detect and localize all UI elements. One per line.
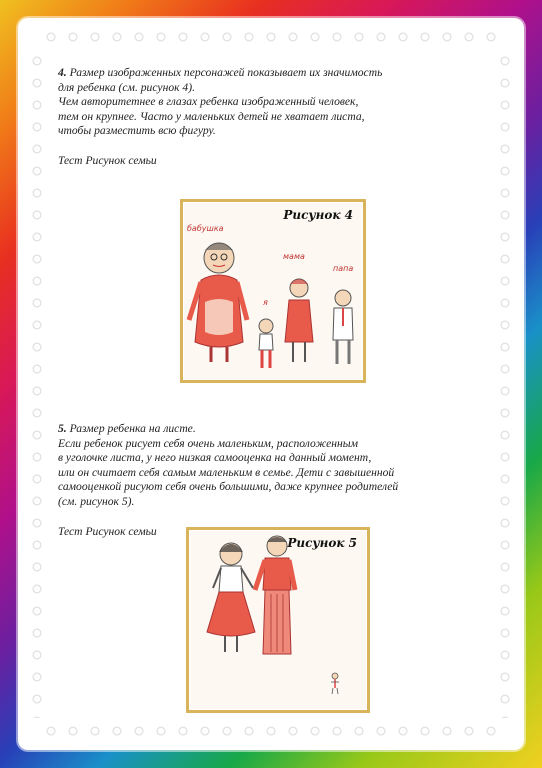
figure-4-drawing xyxy=(180,199,366,383)
section-4-caption: Тест Рисунок семьи xyxy=(58,153,157,167)
figure-4-title: Рисунок 4 xyxy=(283,208,353,222)
section-4-line-3: Чем авторитетнее в глазах ребенка изображенный человек, xyxy=(58,95,359,109)
section-5-line-4: или он считает себя самым маленьким в семье. Дети с завышенной xyxy=(58,465,395,479)
section-4-number: 4. xyxy=(58,66,67,79)
section-4-line-1-text: Размер изображенных персонажей показывает их значимость xyxy=(69,66,383,79)
section-4-line-4: тем он крупнее. Часто у маленьких детей не хватает листа, xyxy=(58,109,365,123)
section-5-line-5: самооценкой рисуют себя очень большими, даже крупнее родителей xyxy=(58,480,399,494)
page-content xyxy=(58,66,490,169)
figure-5-drawing xyxy=(186,527,370,713)
label-me: я xyxy=(263,298,268,307)
section-5-caption: Тест Рисунок семьи xyxy=(58,524,157,538)
section-4-text xyxy=(58,66,490,139)
section-5-line-3: в уголочке листа, у него низкая самооценка на данный момент, xyxy=(58,451,372,465)
section-4-line-2: для ребенка (см. рисунок 4). xyxy=(58,80,195,94)
section-4-line-5: чтобы разместить всю фигуру. xyxy=(58,124,216,138)
section-5-line-2: Если ребенок рисует себя очень маленьким, расположенным xyxy=(58,436,359,450)
family-drawing-4 xyxy=(183,202,357,374)
label-grandma: бабушка xyxy=(187,224,224,233)
section-5-line-6: (см. рисунок 5). xyxy=(58,494,135,508)
section-5-line-1 xyxy=(58,422,490,437)
section-5-text xyxy=(58,422,490,510)
label-dad: папа xyxy=(333,264,354,273)
family-drawing-5 xyxy=(189,530,361,704)
section-5-line-1-text: Размер ребенка на листе. xyxy=(69,422,196,435)
section-4-line-1 xyxy=(58,66,490,81)
section-5-number: 5. xyxy=(58,422,67,435)
figure-5-title: Рисунок 5 xyxy=(287,536,357,550)
label-mom: мама xyxy=(283,252,305,261)
page-content-2 xyxy=(58,422,490,539)
